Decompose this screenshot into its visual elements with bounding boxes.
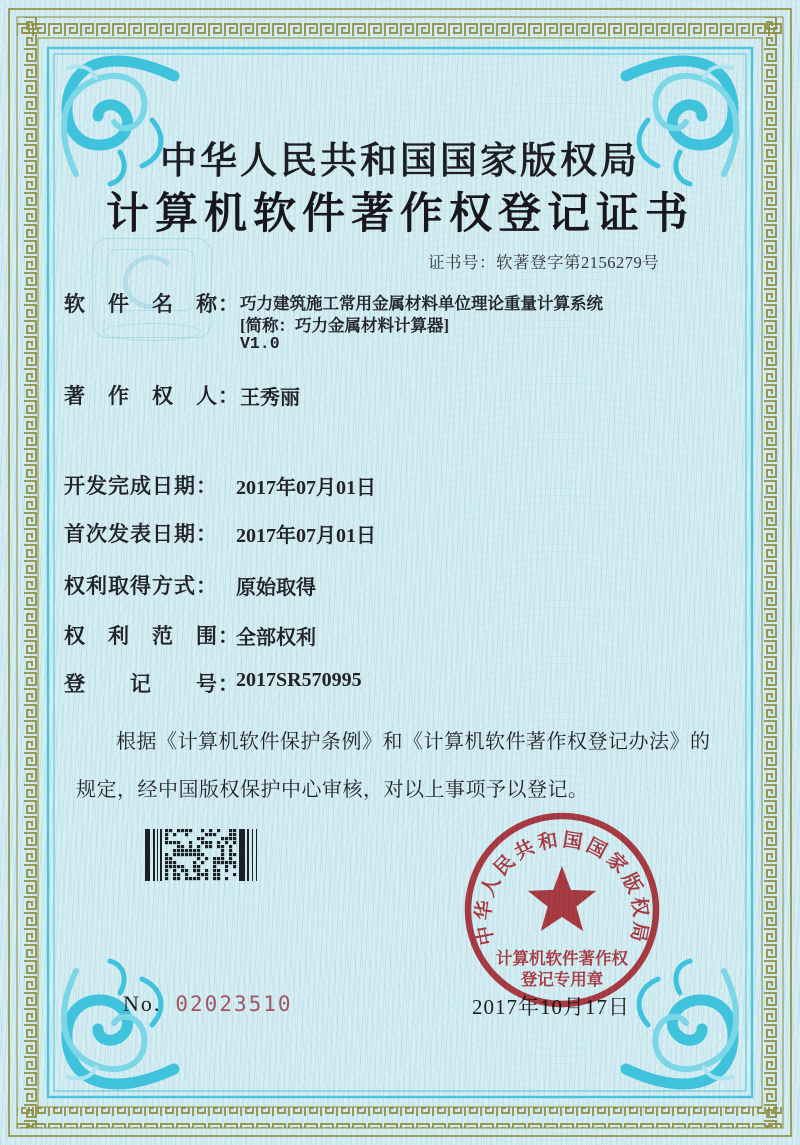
software-name-label: 软 件 名 称：	[64, 292, 240, 316]
certificate-number-label: 证书号：	[428, 253, 496, 272]
barcode	[145, 828, 267, 882]
right-acquisition-value: 原始取得	[236, 577, 316, 599]
software-version: V1.0	[240, 334, 280, 353]
first-publish-date-label: 首次发表日期：	[64, 522, 218, 546]
certificate-number-value: 软著登字第2156279号	[496, 253, 660, 272]
serial-number-label: No.	[123, 991, 162, 1016]
seal-inner-text-1: 计算机软件著作权	[496, 949, 628, 968]
registration-number-value: 2017SR570995	[236, 669, 362, 691]
author-label: 著 作 权 人：	[64, 384, 240, 408]
statement-line-2: 规定，经中国版权保护中心审核，对以上事项予以登记。	[76, 779, 589, 801]
registration-number-label: 登 记 号：	[64, 672, 240, 696]
issuing-authority-title: 中华人民共和国国家版权局	[160, 141, 640, 182]
software-short-name: [简称：巧力金属材料计算器]	[240, 316, 449, 335]
serial-number-line	[123, 991, 293, 1017]
right-scope-label: 权 利 范 围：	[64, 624, 240, 648]
certificate-number-line	[428, 249, 659, 273]
right-scope-value: 全部权利	[236, 627, 316, 649]
serial-number-value: 02023510	[175, 992, 293, 1016]
software-name-value: 巧力建筑施工常用金属材料单位理论重量计算系统	[240, 294, 603, 313]
statement-line-1: 根据《计算机软件保护条例》和《计算机软件著作权登记办法》的	[116, 731, 711, 753]
seal-ring-text: 中华人民共和国国家版权局	[473, 829, 651, 947]
first-publish-date-value: 2017年07月01日	[236, 525, 376, 547]
dev-complete-date-label: 开发完成日期：	[64, 474, 218, 498]
certificate-title: 计算机软件著作权登记证书	[106, 191, 694, 238]
seal-inner-text-2: 登记专用章	[520, 970, 604, 989]
right-acquisition-label: 权利取得方式：	[64, 574, 218, 598]
author-value: 王秀丽	[240, 387, 300, 409]
issue-date: 2017年10月17日	[472, 995, 630, 1019]
dev-complete-date-value: 2017年07月01日	[236, 477, 376, 499]
official-seal	[460, 808, 664, 1012]
seal-star-icon	[528, 866, 596, 931]
